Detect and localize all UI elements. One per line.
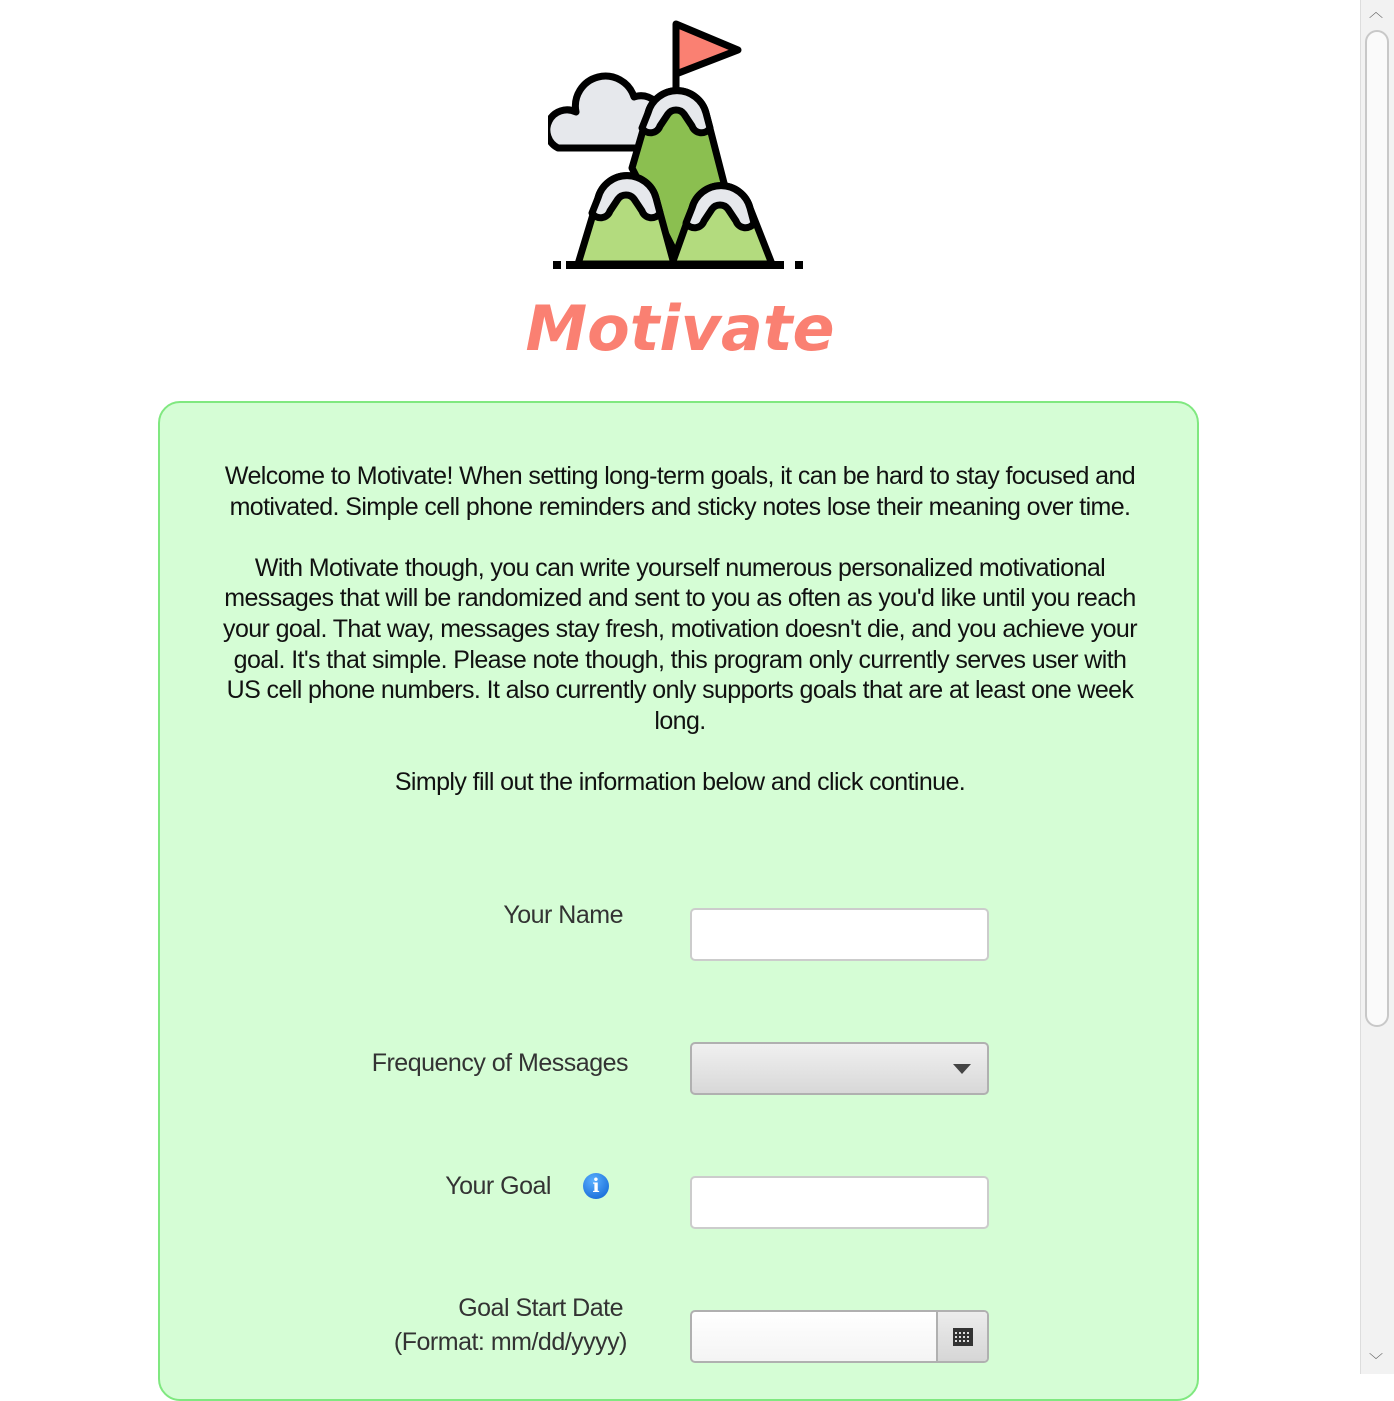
- scroll-down-icon[interactable]: ﹀: [1369, 1352, 1383, 1368]
- intro-paragraph-2: With Motivate though, you can write yourself numerous personalized motivational messages that will be randomized and sent to you as often as you'd like until you reach your goal. That way, messages stay fresh, motivation doesn't die, and you achieve your goal. It's that simple. Please note though, this program only currently serves user with US cell phone numbers. It also currently only supports goals that are at least one week long.: [223, 553, 1137, 735]
- info-icon[interactable]: i: [583, 1173, 609, 1199]
- frequency-label: Frequency of Messages: [371, 1049, 628, 1077]
- calendar-button[interactable]: [936, 1312, 987, 1361]
- goal-input[interactable]: [690, 1176, 989, 1229]
- mountain-flag-icon: [548, 18, 808, 274]
- intro-paragraph-1: Welcome to Motivate! When setting long-term goals, it can be hard to stay focused and motivated. Simple cell phone reminders and sticky notes lose their meaning over time.: [224, 462, 1136, 521]
- app-title: Motivate: [525, 292, 835, 365]
- intro-paragraph-3: Simply fill out the information below and click continue.: [394, 767, 966, 796]
- frequency-select[interactable]: [690, 1042, 989, 1095]
- signup-panel: [158, 401, 1199, 1401]
- scrollbar-thumb[interactable]: [1365, 30, 1389, 1027]
- intro-text: [220, 461, 1140, 828]
- vertical-scrollbar[interactable]: [1360, 0, 1394, 1374]
- name-label: Your Name: [503, 901, 623, 929]
- calendar-icon: [953, 1328, 973, 1346]
- goal-label: Your Goal: [445, 1172, 551, 1200]
- start-date-format: (Format: mm/dd/yyyy): [393, 1328, 627, 1356]
- scroll-up-icon[interactable]: ︿: [1369, 4, 1383, 20]
- start-date-label: Goal Start Date: [458, 1294, 623, 1322]
- name-input[interactable]: [690, 908, 989, 961]
- chevron-down-icon: [953, 1064, 971, 1074]
- start-date-input[interactable]: [690, 1310, 989, 1363]
